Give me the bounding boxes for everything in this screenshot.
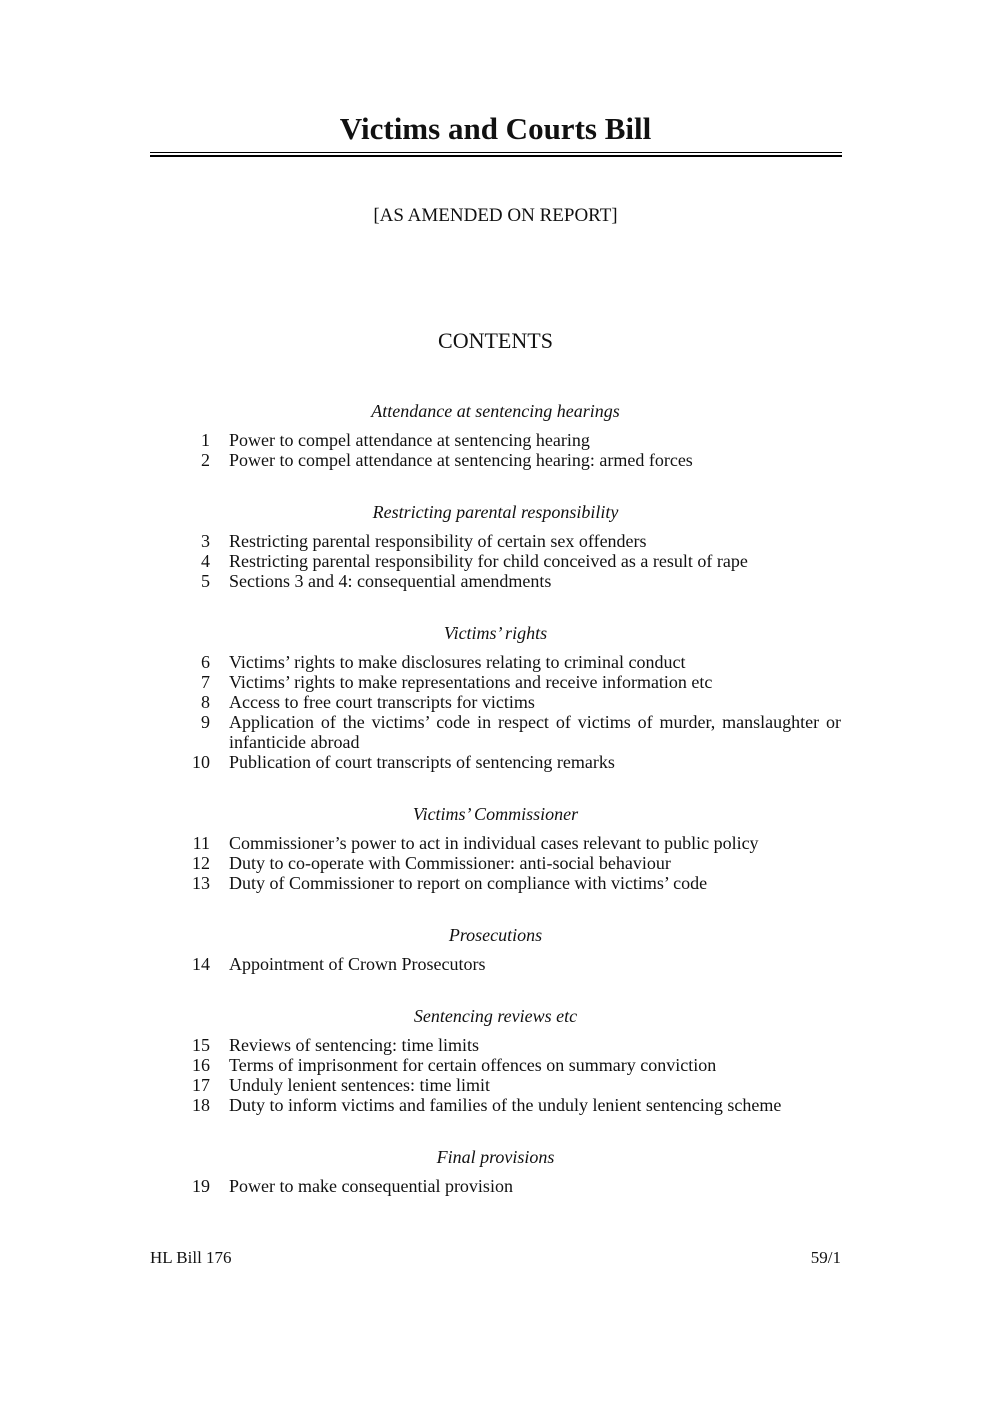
clause-title: Unduly lenient sentences: time limit	[229, 1075, 490, 1095]
clause-title: Duty to inform victims and families of the unduly lenient sentencing scheme	[229, 1095, 782, 1115]
clause-number: 7	[201, 672, 210, 692]
section-heading: Attendance at sentencing hearings	[371, 401, 620, 421]
toc-item[interactable]	[150, 551, 841, 571]
toc-list	[150, 954, 841, 974]
section-heading: Final provisions	[436, 1147, 555, 1167]
toc-item[interactable]	[150, 450, 841, 470]
clause-number: 18	[192, 1095, 210, 1115]
table-of-contents	[150, 400, 841, 1196]
clause-number: 17	[192, 1075, 210, 1095]
clause-number: 10	[192, 752, 210, 772]
clause-title: Victims’ rights to make representations and receive information etc	[229, 672, 713, 692]
toc-section-sentencing-reviews	[150, 1005, 841, 1115]
clause-title: Duty of Commissioner to report on compliance with victims’ code	[229, 873, 708, 893]
clause-title: Power to compel attendance at sentencing hearing	[229, 430, 590, 450]
clause-number: 9	[201, 712, 210, 732]
clause-number: 1	[201, 430, 210, 450]
toc-section-prosecutions	[150, 924, 841, 974]
toc-section-victims-rights	[150, 622, 841, 772]
toc-list	[150, 1176, 841, 1196]
clause-title: Victims’ rights to make disclosures relating to criminal conduct	[229, 652, 686, 672]
toc-item[interactable]	[150, 1055, 841, 1075]
toc-item[interactable]	[150, 692, 841, 712]
clause-title: Appointment of Crown Prosecutors	[229, 954, 486, 974]
toc-item[interactable]	[150, 1176, 841, 1196]
clause-number: 3	[201, 531, 210, 551]
toc-section-parental-responsibility	[150, 501, 841, 591]
toc-item[interactable]	[150, 853, 841, 873]
clause-number: 16	[192, 1055, 210, 1075]
toc-item[interactable]	[150, 571, 841, 591]
toc-item[interactable]	[150, 752, 841, 772]
clause-title: Terms of imprisonment for certain offences on summary conviction	[229, 1055, 717, 1075]
clause-title: Commissioner’s power to act in individual cases relevant to public policy	[229, 833, 759, 853]
toc-item[interactable]	[150, 430, 841, 450]
toc-section-attendance	[150, 400, 841, 470]
toc-item[interactable]	[150, 672, 841, 692]
title-rule-thick	[150, 155, 842, 157]
clause-number: 13	[192, 873, 210, 893]
page-title: Victims and Courts Bill	[339, 111, 652, 146]
clause-title: Sections 3 and 4: consequential amendments	[229, 571, 552, 591]
section-heading: Sentencing reviews etc	[413, 1006, 578, 1026]
toc-section-victims-commissioner	[150, 803, 841, 893]
section-heading: Victims’ Commissioner	[412, 804, 579, 824]
toc-list	[150, 652, 841, 772]
clause-title: Duty to co-operate with Commissioner: anti-social behaviour	[229, 853, 671, 873]
toc-item[interactable]	[150, 531, 841, 551]
clause-number: 8	[201, 692, 210, 712]
toc-section-final-provisions	[150, 1146, 841, 1196]
toc-item[interactable]	[150, 954, 841, 974]
print-reference: 59/1	[810, 1248, 841, 1267]
clause-title: Reviews of sentencing: time limits	[229, 1035, 479, 1055]
title-rule-thin	[150, 152, 842, 153]
contents-heading: CONTENTS	[438, 328, 553, 353]
toc-list	[150, 430, 841, 470]
toc-list	[150, 531, 841, 591]
clause-number: 12	[192, 853, 210, 873]
toc-item[interactable]	[150, 1095, 841, 1115]
clause-number: 19	[192, 1176, 210, 1196]
toc-item[interactable]	[150, 652, 841, 672]
amendment-status: [AS AMENDED ON REPORT]	[373, 205, 618, 226]
bill-reference: HL Bill 176	[150, 1248, 232, 1267]
clause-title: Publication of court transcripts of sentencing remarks	[229, 752, 615, 772]
toc-item[interactable]	[150, 1075, 841, 1095]
toc-list	[150, 833, 841, 893]
section-heading: Victims’ rights	[443, 623, 548, 643]
clause-title: Access to free court transcripts for victims	[229, 692, 535, 712]
toc-item[interactable]	[150, 1035, 841, 1055]
clause-title: Power to compel attendance at sentencing hearing: armed forces	[229, 450, 693, 470]
clause-number: 15	[192, 1035, 210, 1055]
clause-number: 11	[192, 833, 210, 853]
clause-number: 4	[201, 551, 210, 571]
toc-item[interactable]	[150, 873, 841, 893]
clause-title: Restricting parental responsibility for child conceived as a result of rape	[229, 551, 748, 571]
toc-item[interactable]	[150, 712, 841, 752]
toc-list	[150, 1035, 841, 1115]
clause-title: Power to make consequential provision	[229, 1176, 513, 1196]
clause-title: Application of the victims’ code in respect of victims of murder, manslaughter or infanticide abroad	[229, 712, 841, 752]
toc-item[interactable]	[150, 833, 841, 853]
clause-title: Restricting parental responsibility of certain sex offenders	[229, 531, 647, 551]
section-heading: Prosecutions	[448, 925, 543, 945]
clause-number: 2	[201, 450, 210, 470]
clause-number: 6	[201, 652, 210, 672]
section-heading: Restricting parental responsibility	[372, 502, 619, 522]
clause-number: 5	[201, 571, 210, 591]
clause-number: 14	[192, 954, 210, 974]
